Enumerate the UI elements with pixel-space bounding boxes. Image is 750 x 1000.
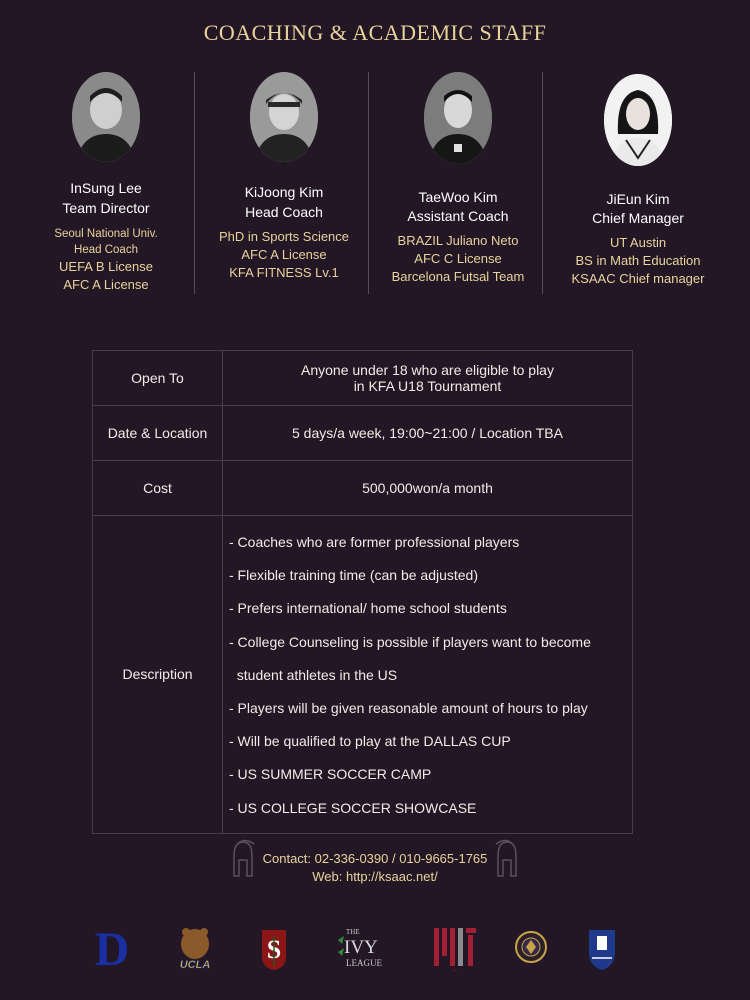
staff-role: Assistant Coach	[407, 208, 509, 224]
ucla-logo-text: UCLA	[179, 959, 211, 971]
description-value	[223, 516, 633, 834]
open-to-label: Open To	[93, 351, 223, 406]
staff-section	[20, 70, 730, 295]
description-item: - US COLLEGE SOCCER SHOWCASE	[229, 799, 477, 816]
staff-card-insung-lee	[20, 70, 192, 295]
mit-logo-text: MIT	[453, 970, 457, 972]
university-logos	[0, 922, 750, 974]
duke-logo-icon	[94, 922, 130, 972]
mit-logo-icon	[432, 922, 478, 972]
staff-name: InSung Lee	[70, 180, 142, 196]
open-to-value	[223, 351, 633, 406]
duke-logo-text: D	[94, 923, 130, 972]
program-info-table	[92, 350, 633, 834]
open-to-value-line: in KFA U18 Tournament	[353, 378, 502, 394]
ucla-logo-icon	[176, 922, 214, 972]
cost-label: Cost	[93, 461, 223, 516]
ivy-logo-league: LEAGUE	[346, 958, 382, 968]
staff-name: JiEun Kim	[606, 191, 670, 207]
coach-photo-icon	[72, 72, 140, 162]
contact-phone: Contact: 02-336-0390 / 010-9665-1765	[262, 851, 488, 866]
staff-card-kijoong-kim	[198, 70, 370, 295]
ivy-logo-the: THE	[346, 928, 360, 936]
shield-logo-icon	[586, 922, 618, 972]
contact-info	[0, 850, 750, 886]
stanford-logo-icon	[260, 922, 288, 972]
coach-photo-icon	[250, 72, 318, 162]
table-row	[93, 406, 633, 461]
description-item: - US SUMMER SOCCER CAMP	[229, 766, 432, 783]
date-location-value: 5 days/a week, 19:00~21:00 / Location TBA	[223, 406, 633, 461]
description-item: - Flexible training time (can be adjusted)	[229, 567, 479, 584]
stanford-logo-text: S	[266, 935, 282, 964]
ivy-league-logo-icon	[336, 922, 390, 972]
cost-value: 500,000won/a month	[223, 461, 633, 516]
description-item: - Coaches who are former professional players	[229, 534, 520, 550]
staff-role: Head Coach	[245, 204, 323, 220]
staff-name: KiJoong Kim	[244, 184, 324, 200]
staff-card-jieun-kim	[552, 70, 724, 295]
staff-credential: PhD in Sports Science	[218, 229, 350, 244]
staff-credential: Barcelona Futsal Team	[391, 269, 525, 284]
staff-credential: KSAAC Chief manager	[571, 271, 705, 286]
contact-web-link[interactable]: Web: http://ksaac.net/	[312, 869, 438, 884]
staff-divider	[368, 72, 369, 294]
staff-card-taewoo-kim	[372, 70, 544, 295]
staff-credential: UT Austin	[609, 235, 667, 250]
description-item: - Prefers international/ home school students	[229, 600, 507, 617]
staff-credential: AFC A License	[241, 247, 327, 262]
table-row	[93, 461, 633, 516]
coach-photo-icon	[424, 72, 492, 164]
staff-credential: KFA FITNESS Lv.1	[229, 265, 339, 280]
staff-credential: UEFA B License	[59, 259, 153, 274]
open-to-value-line: Anyone under 18 who are eligible to play	[301, 362, 554, 378]
table-row	[93, 351, 633, 406]
description-item: student athletes in the US	[229, 666, 398, 683]
staff-credential: AFC C License	[414, 251, 502, 266]
staff-credential: Seoul National Univ.	[54, 228, 158, 240]
staff-credential: AFC A License	[63, 277, 149, 292]
staff-credential: BRAZIL Juliano Neto	[397, 233, 519, 248]
page-title: COACHING & ACADEMIC STAFF	[203, 20, 547, 45]
description-item: - Will be qualified to play at the DALLAS CUP	[229, 733, 511, 750]
description-label: Description	[93, 516, 223, 834]
staff-role: Team Director	[62, 200, 150, 216]
staff-credential: BS in Math Education	[575, 253, 701, 268]
crest-logo-icon	[514, 922, 548, 972]
staff-credential: Head Coach	[74, 244, 138, 256]
manager-photo-icon	[604, 74, 672, 166]
staff-divider	[194, 72, 195, 294]
table-row	[93, 516, 633, 834]
staff-divider	[542, 72, 543, 294]
description-item: - Players will be given reasonable amount of hours to play	[229, 700, 588, 717]
description-list	[223, 516, 632, 833]
ivy-logo-ivy: IVY	[344, 937, 378, 958]
date-location-label: Date & Location	[93, 406, 223, 461]
staff-role: Chief Manager	[592, 210, 684, 226]
staff-name: TaeWoo Kim	[418, 189, 498, 205]
description-item: - College Counseling is possible if players want to become	[229, 633, 591, 650]
